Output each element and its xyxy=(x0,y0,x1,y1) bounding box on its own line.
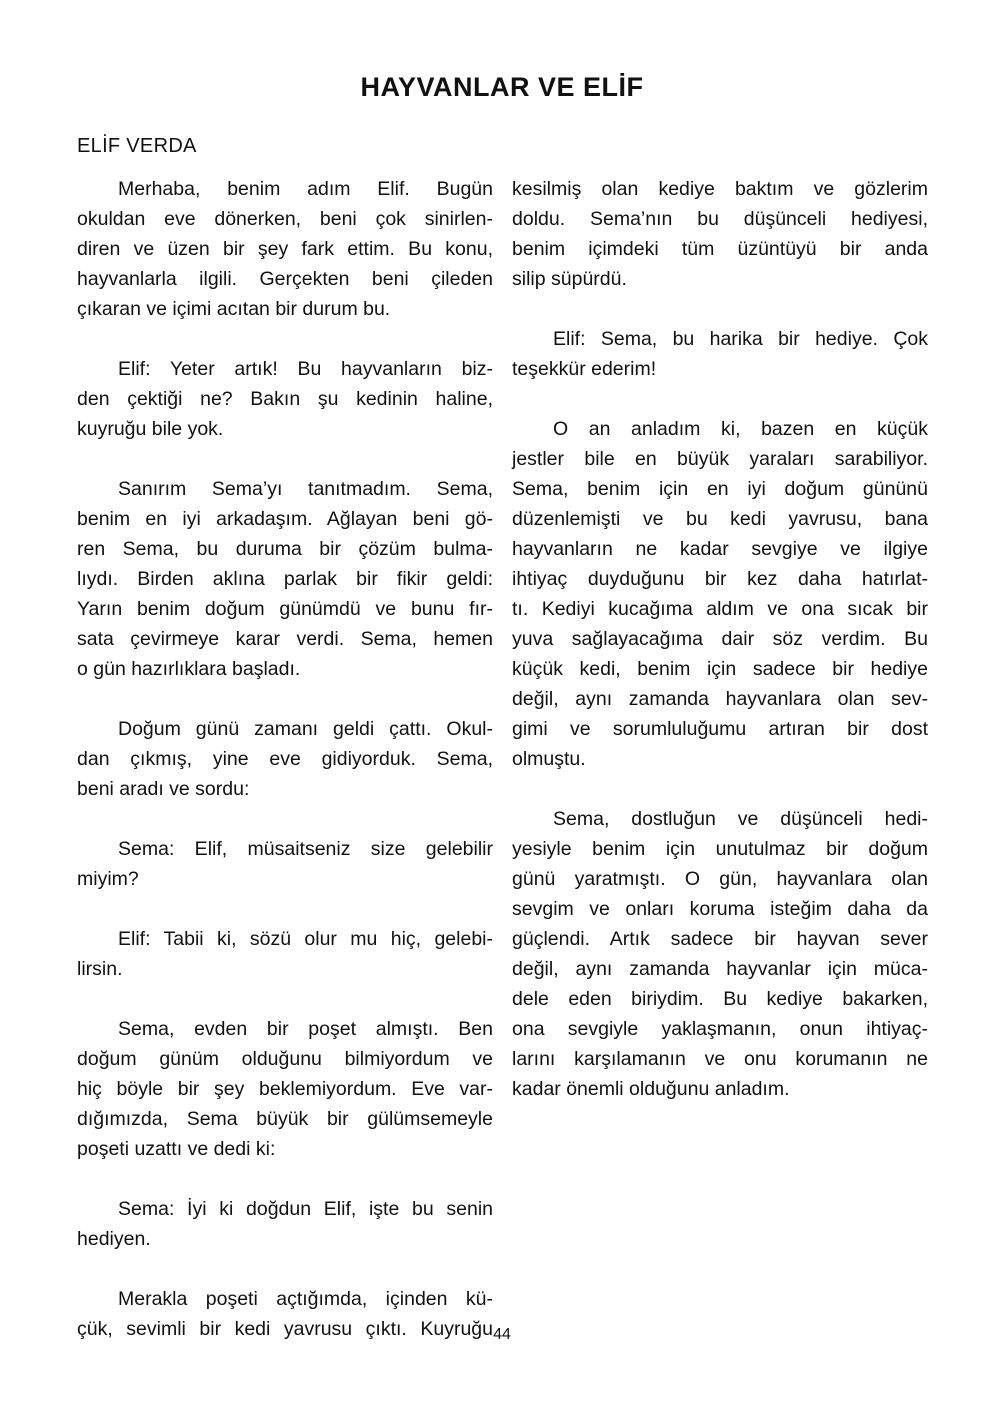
paragraph xyxy=(77,474,493,684)
paragraph xyxy=(77,1194,493,1254)
text-line: larını karşılamanın ve onu korumanın ne xyxy=(512,1048,928,1070)
paragraph xyxy=(77,174,493,324)
paragraph xyxy=(512,804,928,1104)
text-line: doldu. Sema’nın bu düşünceli hediyesi, xyxy=(512,208,928,230)
text-line: hayvanların ne kadar sevgiye ve ilgiye xyxy=(512,538,928,560)
text-line: Sanırım Sema’yı tanıtmadım. Sema, xyxy=(118,478,493,500)
text-line: beni aradı ve sordu: xyxy=(77,778,250,800)
text-line: Merhaba, benim adım Elif. Bugün xyxy=(118,178,493,200)
text-line: sevgim ve onları koruma isteğim daha da xyxy=(512,898,928,920)
text-line: Elif: Sema, bu harika bir hediye. Çok xyxy=(553,328,928,350)
paragraph xyxy=(77,834,493,894)
text-line: Sema: İyi ki doğdun Elif, işte bu senin xyxy=(118,1198,493,1220)
text-line: kadar önemli olduğunu anladım. xyxy=(512,1078,790,1100)
text-line: ren Sema, bu duruma bir çözüm bulma- xyxy=(77,538,493,560)
text-line: çıkaran ve içimi acıtan bir durum bu. xyxy=(77,298,391,320)
text-line: O an anladım ki, bazen en küçük xyxy=(553,418,928,440)
text-line: hediyen. xyxy=(77,1228,151,1250)
page-title: HAYVANLAR VE ELİF xyxy=(360,72,644,102)
paragraph xyxy=(512,324,928,384)
paragraph xyxy=(512,414,928,774)
text-line: silip süpürdü. xyxy=(512,268,627,290)
text-line: günü yaratmıştı. O gün, hayvanlara olan xyxy=(512,868,928,890)
text-line: Yarın benim doğum günümdü ve bunu fır- xyxy=(77,598,493,620)
text-line: olmuştu. xyxy=(512,748,586,770)
text-line: lıydı. Birden aklına parlak bir fikir geldi: xyxy=(77,568,493,590)
text-line: Merakla poşeti açtığımda, içinden kü- xyxy=(118,1288,493,1310)
author-name: ELİF VERDA xyxy=(77,135,197,157)
text-line: düzenlemişti ve bu kedi yavrusu, bana xyxy=(512,508,928,530)
text-line: dan çıkmış, yine eve gidiyorduk. Sema, xyxy=(77,748,493,770)
text-line: sata çevirmeye karar verdi. Sema, hemen xyxy=(77,628,493,650)
text-line: ihtiyaç duyduğunu bir kez daha hatırlat- xyxy=(512,568,928,590)
text-column-right xyxy=(512,174,928,1134)
text-line: den çektiği ne? Bakın şu kedinin haline, xyxy=(77,388,493,410)
text-line: küçük kedi, benim için sadece bir hediye xyxy=(512,658,928,680)
text-line: hiç böyle bir şey beklemiyordum. Eve var- xyxy=(77,1078,493,1100)
text-line: ona sevgiyle yaklaşmanın, onun ihtiyaç- xyxy=(512,1018,928,1040)
text-line: benim içimdeki tüm üzüntüyü bir anda xyxy=(512,238,928,260)
text-line: Sema, evden bir poşet almıştı. Ben xyxy=(118,1018,493,1040)
text-line: doğum günüm olduğunu bilmiyordum ve xyxy=(77,1048,493,1070)
text-column-left xyxy=(77,174,493,1374)
text-line: teşekkür ederim! xyxy=(512,358,657,380)
paragraph xyxy=(77,714,493,804)
text-line: Sema: Elif, müsaitseniz size gelebilir xyxy=(118,838,493,860)
text-line: okuldan eve dönerken, beni çok sinirlen- xyxy=(77,208,493,230)
text-line: dığımızda, Sema büyük bir gülümsemeyle xyxy=(77,1108,493,1130)
text-line: güçlendi. Artık sadece bir hayvan sever xyxy=(512,928,928,950)
text-line: diren ve üzen bir şey fark ettim. Bu konu, xyxy=(77,238,493,260)
text-line: poşeti uzattı ve dedi ki: xyxy=(77,1138,276,1160)
text-line: değil, aynı zamanda hayvanlara olan sev- xyxy=(512,688,928,710)
text-line: miyim? xyxy=(77,868,139,890)
text-line: jestler bile en büyük yaraları sarabiliyor. xyxy=(512,448,928,470)
text-line: dele eden biriydim. Bu kediye bakarken, xyxy=(512,988,928,1010)
text-line: yuva sağlayacağıma dair söz verdim. Bu xyxy=(512,628,928,650)
paragraph xyxy=(77,924,493,984)
text-line: kesilmiş olan kediye baktım ve gözlerim xyxy=(512,178,928,200)
text-line: kuyruğu bile yok. xyxy=(77,418,224,440)
text-line: tı. Kediyi kucağıma aldım ve ona sıcak bir xyxy=(512,598,928,620)
text-line: yesiyle benim için unutulmaz bir doğum xyxy=(512,838,928,860)
paragraph xyxy=(77,354,493,444)
text-line: Elif: Tabii ki, sözü olur mu hiç, gelebi- xyxy=(118,928,493,950)
text-line: Sema, dostluğun ve düşünceli hedi- xyxy=(553,808,928,830)
text-line: Sema, benim için en iyi doğum gününü xyxy=(512,478,928,500)
paragraph xyxy=(77,1014,493,1164)
text-line: Doğum günü zamanı geldi çattı. Okul- xyxy=(118,718,493,740)
text-line: gimi ve sorumluluğumu artıran bir dost xyxy=(512,718,928,740)
paragraph xyxy=(512,174,928,294)
text-line: çük, sevimli bir kedi yavrusu çıktı. Kuyruğu xyxy=(77,1318,493,1340)
text-line: benim en iyi arkadaşım. Ağlayan beni gö- xyxy=(77,508,493,530)
text-line: değil, aynı zamanda hayvanlar için müca- xyxy=(512,958,928,980)
text-line: Elif: Yeter artık! Bu hayvanların biz- xyxy=(118,358,493,380)
text-line: hayvanlarla ilgili. Gerçekten beni çileden xyxy=(77,268,493,290)
text-line: o gün hazırlıklara başladı. xyxy=(77,658,301,680)
page-number: 44 xyxy=(493,1326,511,1343)
text-line: lirsin. xyxy=(77,958,123,980)
